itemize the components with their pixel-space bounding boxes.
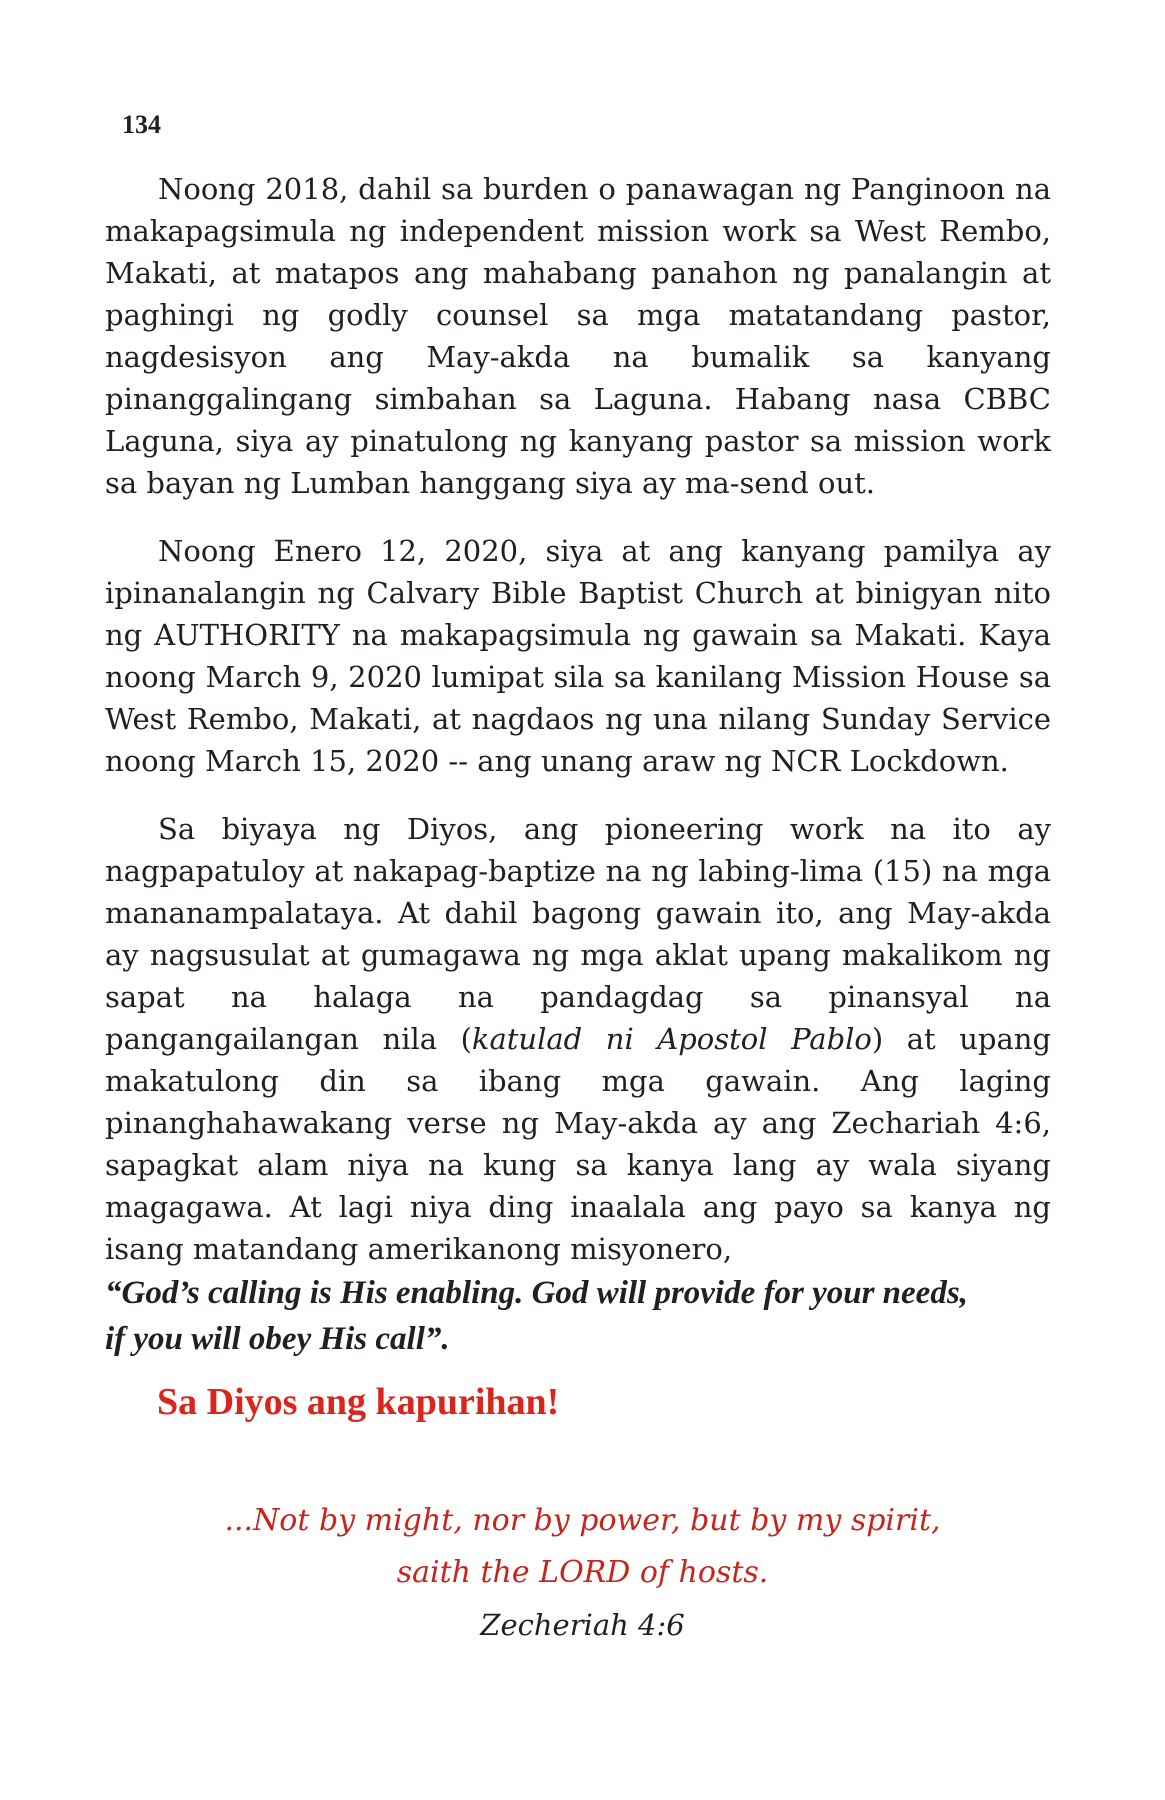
paragraph-3-italic: katulad ni Apostol Pablo [471, 1022, 872, 1056]
page-number: 134 [122, 110, 161, 139]
body-text [105, 168, 1051, 1362]
paragraph-3-part-2: ) at upang makatulong din sa ibang mga gawain. Ang laging pinanghahawakang verse ng May-akda ay ang Zechariah 4:6, sapagkat alam niya na kung sa kanya lang ay wala siyang magagawa. At lagi niya ding inaalala ang payo sa kanya ng isang matandang amerikanong misyonero, [105, 1022, 1052, 1266]
paragraph-3 [105, 808, 1051, 1362]
quote-line-1: “God’s calling is His enabling. God will provide for your needs, [105, 1275, 968, 1311]
quote-line-2: if you will obey His call”. [105, 1321, 450, 1357]
paragraph-2: Noong Enero 12, 2020, siya at ang kanyang pamilya ay ipinanalangin ng Calvary Bible Baptist Church at binigyan nito ng AUTHORITY na makapagsimula ng gawain sa Makati. Kaya noong March 9, 2020 lumipat sila sa kanilang Mission House sa West Rembo, Makati, at nagdaos ng una nilang Sunday Service noong March 15, 2020 -- ang unang araw ng NCR Lockdown. [105, 534, 1051, 778]
verse-reference: Zecheriah 4:6 [480, 1608, 685, 1642]
praise-heading: Sa Diyos ang kapurihan! [157, 1381, 560, 1423]
verse-line-1: ...Not by might, nor by power, but by my spirit, [224, 1503, 941, 1538]
bible-verse [0, 1495, 1165, 1651]
paragraph-3-part-1: Sa biyaya ng Diyos, ang pioneering work na ito ay nagpapatuloy at nakapag-baptize na ng labing-lima (15) na mga mananampalataya. At dahil bagong gawain ito, ang May-akda ay nagsusulat at gumagawa ng mga aklat upang makalikom ng sapat na halaga na pandagdag sa pinansyal na pangangailangan nila ( [105, 812, 1051, 1056]
paragraph-1: Noong 2018, dahil sa burden o panawagan ng Panginoon na makapagsimula ng independent mission work sa West Rembo, Makati, at matapos ang mahabang panahon ng panalangin at paghingi ng godly counsel sa mga matatandang pastor, nagdesisyon ang May-akda na bumalik sa kanyang pinanggalingang simbahan sa Laguna. Habang nasa CBBC Laguna, siya ay pinatulong ng kanyang pastor sa mission work sa bayan ng Lumban hanggang siya ay ma-send out. [105, 172, 1051, 500]
verse-line-2: saith the LORD of hosts. [396, 1555, 769, 1590]
